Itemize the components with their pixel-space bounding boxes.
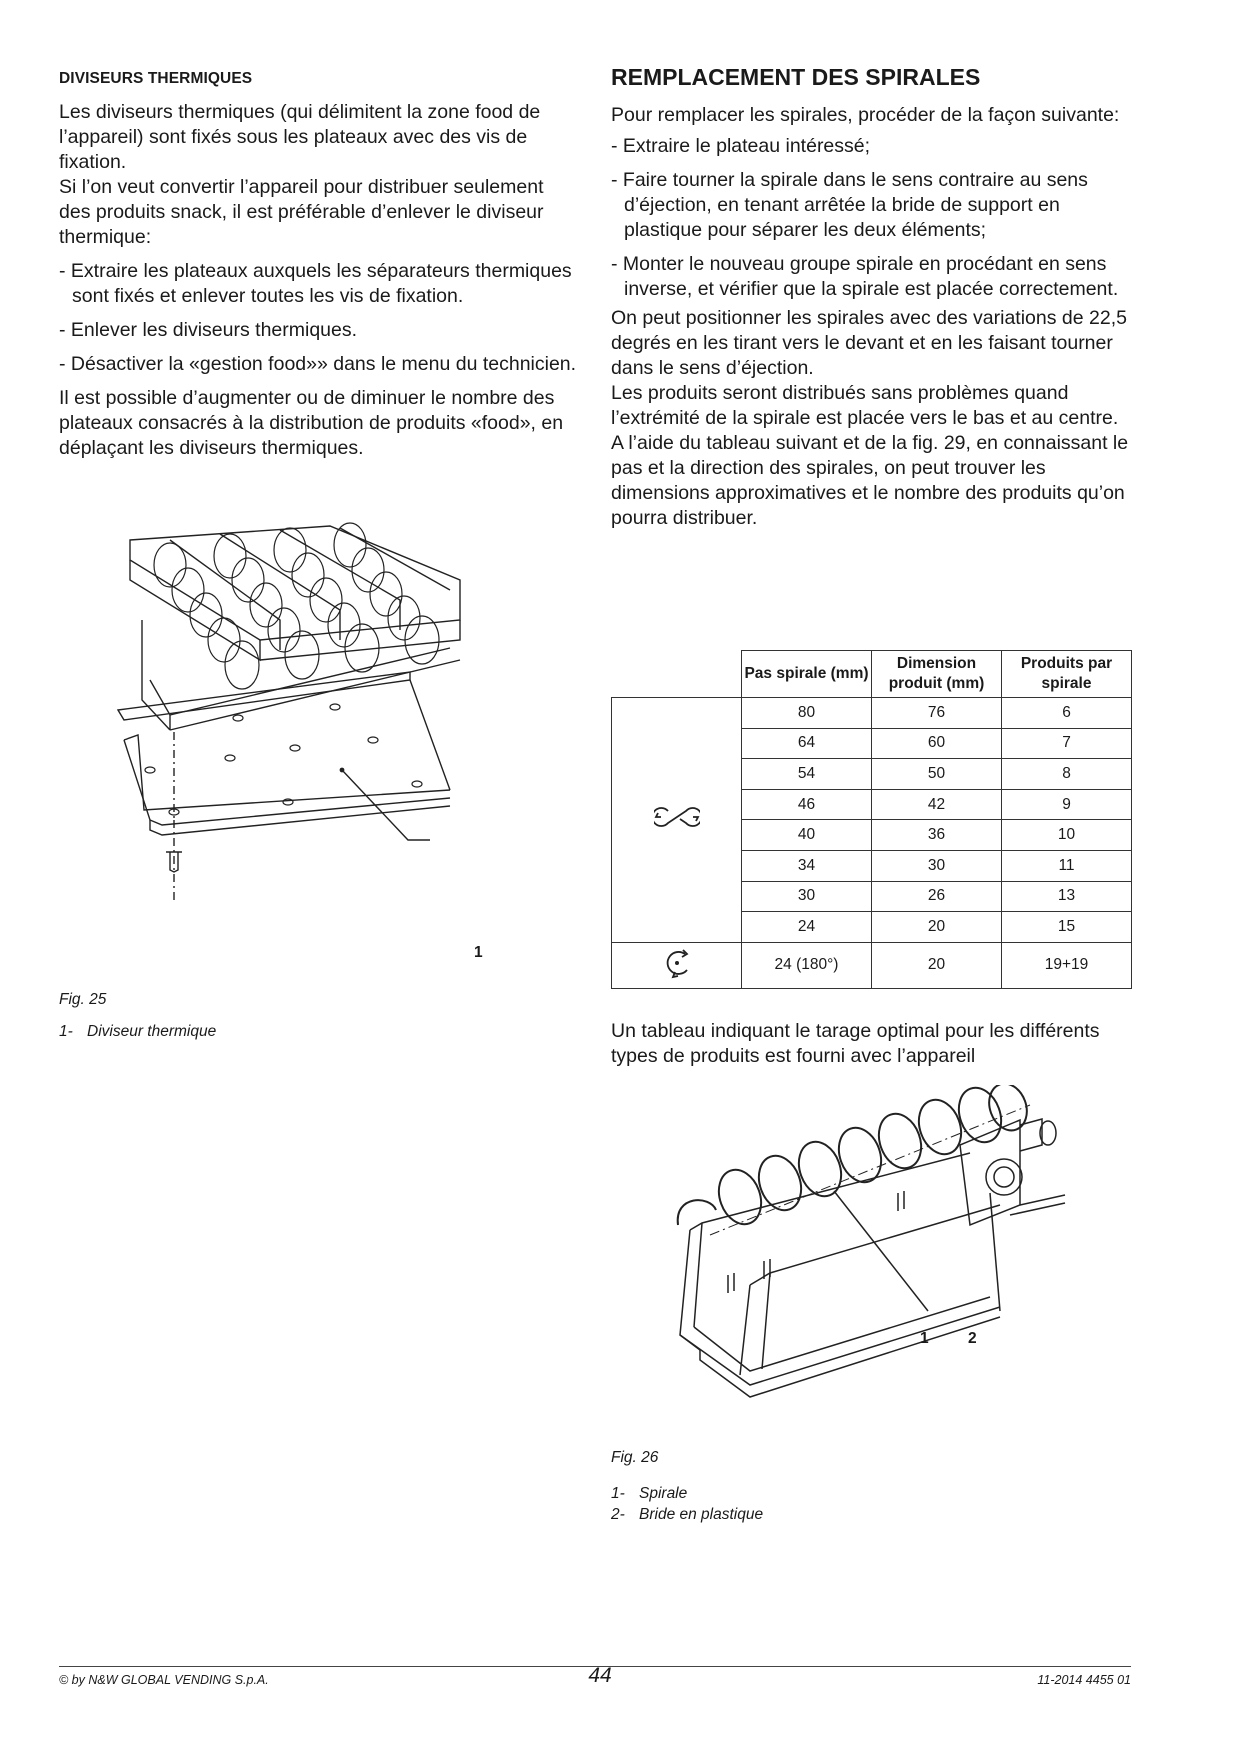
figure-25-callout-1: 1 <box>474 944 483 961</box>
footer-document-code: 11-2014 4455 01 <box>1037 1673 1131 1687</box>
paragraph: Les produits seront distribués sans problèmes quand l’extrémité de la spirale est placée vers le bas et au centre. <box>611 382 1119 429</box>
table-cell: 9 <box>1002 789 1132 820</box>
legend-number: 2- <box>611 1506 625 1523</box>
paragraph: Si l’on veut convertir l’appareil pour distribuer seulement des produits snack, il est préférable d’enlever le diviseur thermique: <box>59 176 544 248</box>
footer-copyright: © by N&W GLOBAL VENDING S.p.A. <box>59 1673 269 1687</box>
table-cell: 8 <box>1002 759 1132 790</box>
list-item: - Désactiver la «gestion food»» dans le menu du technicien. <box>59 353 577 375</box>
table-cell: 54 <box>742 759 872 790</box>
double-spiral-icon <box>612 942 742 988</box>
table-cell: 76 <box>872 698 1002 729</box>
legend-number: 1- <box>59 1023 73 1040</box>
table-cell: 36 <box>872 820 1002 851</box>
list-item: - Faire tourner la spirale dans le sens contraire au sens d’éjection, en tenant arrêtée la bride de support en plastique pour séparer les deux éléments; <box>611 169 1088 241</box>
figure-26-caption: Fig. 26 <box>611 1449 659 1466</box>
figure-26-callout-2: 2 <box>968 1330 977 1347</box>
table-header-cell: Produits par spirale <box>1002 651 1132 698</box>
figure-25-legend <box>59 1021 216 1042</box>
paragraph: A l’aide du tableau suivant et de la fig. 29, en connaissant le pas et la direction des spirales, on peut trouver les dimensions approximatives et le nombre des produits qu’on pourra distribuer. <box>611 432 1129 529</box>
table-cell: 15 <box>1002 912 1132 943</box>
list-item: - Extraire le plateau intéressé; <box>611 135 871 157</box>
left-column <box>59 70 579 461</box>
paragraph: On peut positionner les spirales avec des variations de 22,5 degrés en les tirant vers le devant et en les faisant tourner dans le sens d’éjection. <box>611 307 1127 379</box>
legend-text: Bride en plastique <box>639 1506 764 1523</box>
table-cell: 64 <box>742 728 872 759</box>
legend-number: 1- <box>611 1485 625 1502</box>
paragraph: Pour remplacer les spirales, procéder de la façon suivante: <box>611 104 1120 126</box>
table-cell: 13 <box>1002 881 1132 912</box>
table-cell: 11 <box>1002 850 1132 881</box>
paragraph: Il est possible d’augmenter ou de diminuer le nombre des plateaux consacrés à la distribution de produits «food», en déplaçant les diviseurs thermiques. <box>59 387 564 459</box>
table-cell: 40 <box>742 820 872 851</box>
figure-25-illustration <box>110 520 530 1000</box>
table-cell: 24 <box>742 912 872 943</box>
list-item: - Monter le nouveau groupe spirale en procédant en sens inverse, et vérifier que la spirale est placée correctement. <box>611 253 1119 300</box>
table-cell: 20 <box>872 912 1002 943</box>
table-cell: 6 <box>1002 698 1132 729</box>
figure-25-caption: Fig. 25 <box>59 991 107 1008</box>
table-row <box>612 698 1132 729</box>
legend-item <box>611 1504 763 1525</box>
table-cell: 7 <box>1002 728 1132 759</box>
table-cell: 24 (180°) <box>742 942 872 988</box>
table-header-cell: Dimension produit (mm) <box>872 651 1002 698</box>
section-heading-spiral-replacement: REMPLACEMENT DES SPIRALES <box>611 64 981 90</box>
table-cell: 46 <box>742 789 872 820</box>
figure-26-callout-1: 1 <box>920 1330 929 1347</box>
table-cell: 30 <box>872 850 1002 881</box>
figure-26-illustration <box>670 1085 1070 1415</box>
legend-item <box>611 1483 763 1504</box>
table-cell: 42 <box>872 789 1002 820</box>
paragraph: Les diviseurs thermiques (qui délimitent la zone food de l’appareil) sont fixés sous les plateaux avec des vis de fixation. <box>59 101 541 173</box>
legend-text: Spirale <box>639 1485 688 1502</box>
table-cell: 34 <box>742 850 872 881</box>
table-cell: 30 <box>742 881 872 912</box>
page-number: 44 <box>588 1664 612 1687</box>
table-header-row <box>612 651 1132 698</box>
table-cell: 50 <box>872 759 1002 790</box>
right-column <box>611 64 1141 531</box>
table-cell: 10 <box>1002 820 1132 851</box>
table-cell: 20 <box>872 942 1002 988</box>
table-cell: 80 <box>742 698 872 729</box>
legend-text: Diviseur thermique <box>87 1023 217 1040</box>
list-item: - Extraire les plateaux auxquels les séparateurs thermiques sont fixés et enlever toutes les vis de fixation. <box>59 260 572 307</box>
list-item: - Enlever les diviseurs thermiques. <box>59 319 358 341</box>
table-header-cell: Pas spirale (mm) <box>742 651 872 698</box>
table-cell: 26 <box>872 881 1002 912</box>
single-spiral-icon <box>612 698 742 943</box>
table-cell: 60 <box>872 728 1002 759</box>
paragraph: Un tableau indiquant le tarage optimal pour les différents types de produits est fourni avec l’appareil <box>611 1020 1100 1067</box>
figure-26-legend <box>611 1483 763 1525</box>
section-heading-thermal-dividers: DIVISEURS THERMIQUES <box>59 70 253 87</box>
spiral-pitch-table <box>611 650 1132 989</box>
table-cell: 19+19 <box>1002 942 1132 988</box>
table-row <box>612 942 1132 988</box>
